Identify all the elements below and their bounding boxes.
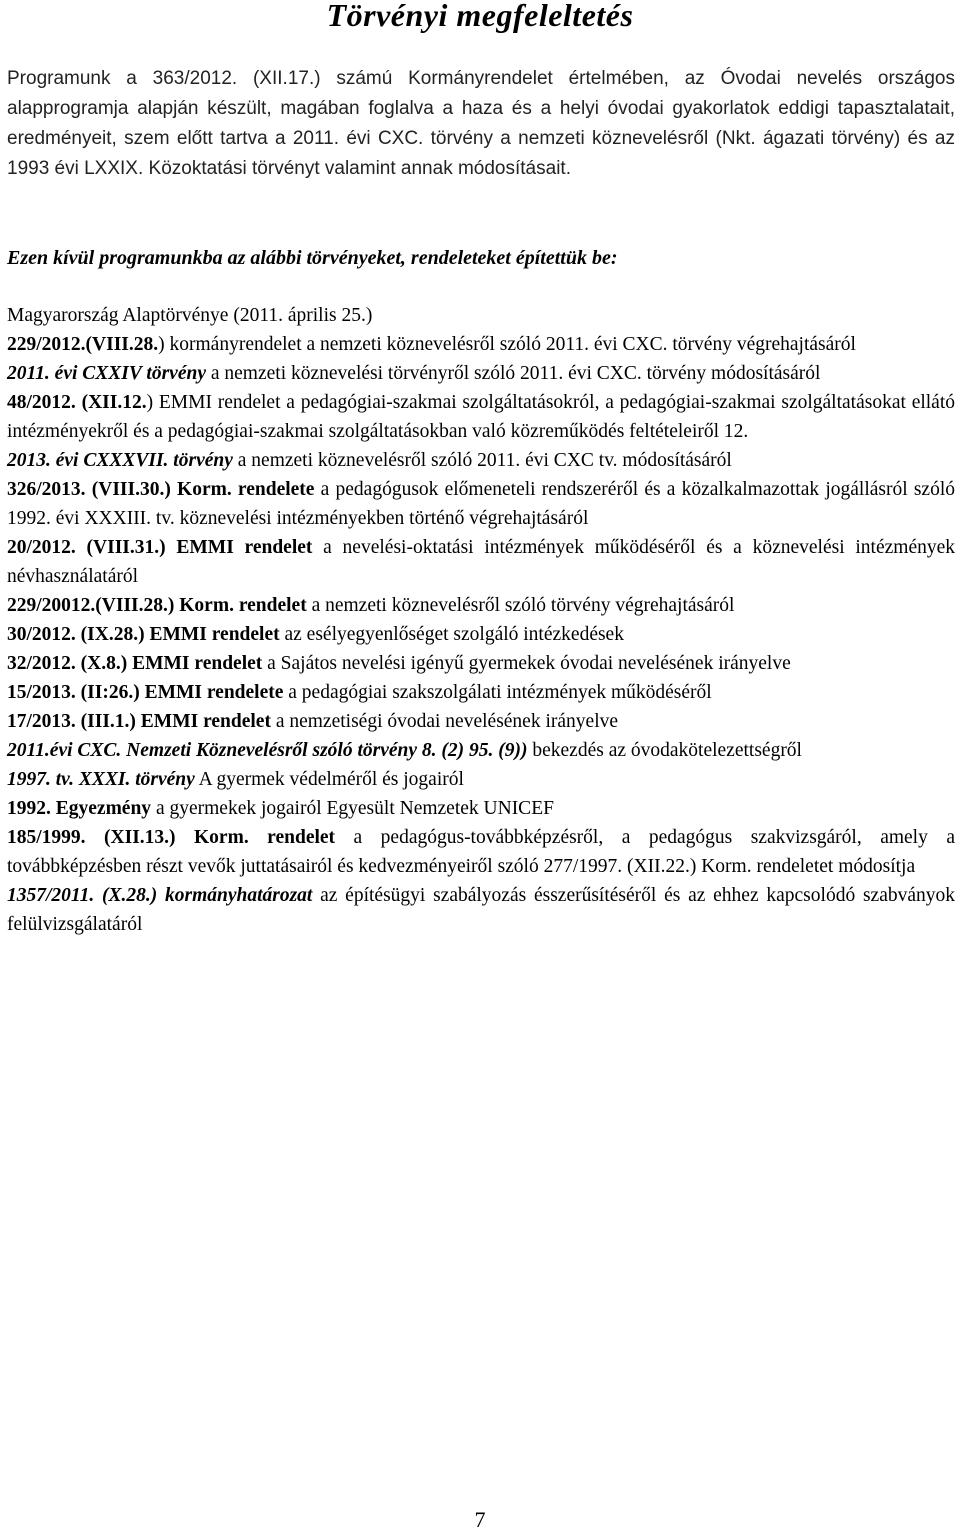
law-ref: 48/2012. (XII.12.	[7, 392, 147, 413]
law-ref: 1357/2011. (X.28.) kormányhatározat	[7, 885, 313, 906]
law-item	[7, 707, 955, 736]
law-ref: 2011.évi CXC. Nemzeti Köznevelésről szóló törvény 8. (2) 95. (9))	[7, 740, 528, 761]
law-text: a nemzeti köznevelésről szóló törvény végrehajtásáról	[306, 595, 735, 616]
law-item	[7, 475, 955, 533]
law-ref: 229/20012.(VIII.28.) Korm. rendelet	[7, 595, 307, 616]
law-text: ) kormányrendelet a nemzeti köznevelésről szóló 2011. évi CXC. törvény végrehajtásáról	[158, 334, 856, 355]
law-item	[7, 736, 955, 765]
law-text: a pedagógus-továbbképzésről, a pedagógus szakvizsgáról, amely a továbbképzésben részt vevők juttatásairól és kedvezményeiről szóló 277/1997. (XII.22.) Korm. rendeletet módosítja	[7, 827, 955, 877]
law-text: az építésügyi szabályozás ésszerűsítéséről és az ehhez kapcsolódó szabványok felülvizsgálatáról	[7, 885, 955, 935]
law-text: a pedagógiai szakszolgálati intézmények működéséről	[283, 682, 712, 703]
law-text: az esélyegyenlőséget szolgáló intézkedések	[279, 624, 624, 645]
law-ref: 326/2013. (VIII.30.) Korm. rendelete	[7, 479, 315, 500]
law-ref: 32/2012. (X.8.) EMMI rendelet	[7, 653, 263, 674]
law-ref: 15/2013. (II:26.) EMMI rendelete	[7, 682, 284, 703]
section-heading: Ezen kívül programunkba az alábbi törvényeket, rendeleteket építettük be:	[7, 247, 618, 269]
law-item	[7, 446, 955, 475]
page-number: 7	[474, 1507, 486, 1532]
law-item	[7, 649, 955, 678]
law-text: a Sajátos nevelési igényű gyermekek óvodai nevelésének irányelve	[262, 653, 791, 674]
law-item	[7, 823, 955, 881]
intro-paragraph: Programunk a 363/2012. (XII.17.) számú Kormányrendelet értelmében, az Óvodai nevelés országos alapprogramja alapján készült, magában foglalva a haza és a helyi óvodai gyakorlatok eddigi tapasztalatait, eredményeit, szem előtt tartva a 2011. évi CXC. törvény a nemzeti köznevelésről (Nkt. ágazati törvény) és az 1993 évi LXXIX. Közoktatási törvényt valamint annak módosításait.	[7, 68, 955, 179]
law-ref: 30/2012. (IX.28.) EMMI rendelet	[7, 624, 280, 645]
law-ref: 1997. tv. XXXI. törvény	[7, 769, 195, 790]
law-ref: 1992. Egyezmény	[7, 798, 152, 819]
law-text: ) EMMI rendelet a pedagógiai-szakmai szolgáltatásokról, a pedagógiai-szakmai szolgáltatásokat ellátó intézményekről és a pedagógiai-szakmai szolgáltatásokban való közreműködés feltételeiről 12.	[7, 392, 956, 442]
law-item	[7, 359, 955, 388]
law-ref: 2013. évi CXXXVII. törvény	[7, 450, 233, 471]
law-ref: 185/1999. (XII.13.) Korm. rendelet	[7, 827, 336, 848]
law-item	[7, 330, 955, 359]
law-text: Magyarország Alaptörvénye (2011. április 25.)	[7, 305, 373, 326]
law-ref: 20/2012. (VIII.31.) EMMI rendelet	[7, 537, 313, 558]
law-text: a pedagógusok előmeneteli rendszeréről és a közalkalmazottak jogállásról szóló 1992. évi XXXIII. tv. köznevelési intézményekben történő végrehajtásáról	[7, 479, 956, 529]
law-item	[7, 620, 955, 649]
law-item	[7, 301, 955, 330]
law-item	[7, 591, 955, 620]
law-text: a nemzetiségi óvodai nevelésének irányelve	[270, 711, 619, 732]
law-ref: 2011. évi CXXIV törvény	[7, 363, 206, 384]
law-text: a nevelési-oktatási intézmények működéséről és a köznevelési intézmények névhasználatáról	[7, 537, 956, 587]
law-item	[7, 765, 955, 794]
law-item	[7, 678, 955, 707]
law-item	[7, 794, 955, 823]
law-text: a nemzeti köznevelésről szóló 2011. évi CXC tv. módosításáról	[232, 450, 732, 471]
law-item	[7, 388, 955, 446]
page-title: Törvényi megfeleltetés	[326, 0, 634, 33]
law-item	[7, 881, 955, 939]
law-text: bekezdés az óvodakötelezettségről	[527, 740, 802, 761]
law-text: a nemzeti köznevelési törvényről szóló 2011. évi CXC. törvény módosításáról	[205, 363, 821, 384]
law-ref: 17/2013. (III.1.) EMMI rendelet	[7, 711, 271, 732]
law-text: A gyermek védelméről és jogairól	[194, 769, 464, 790]
law-item	[7, 533, 955, 591]
law-text: a gyermekek jogairól Egyesült Nemzetek UNICEF	[151, 798, 554, 819]
law-ref: 229/2012.(VIII.28.	[7, 334, 159, 355]
law-list	[7, 301, 955, 939]
